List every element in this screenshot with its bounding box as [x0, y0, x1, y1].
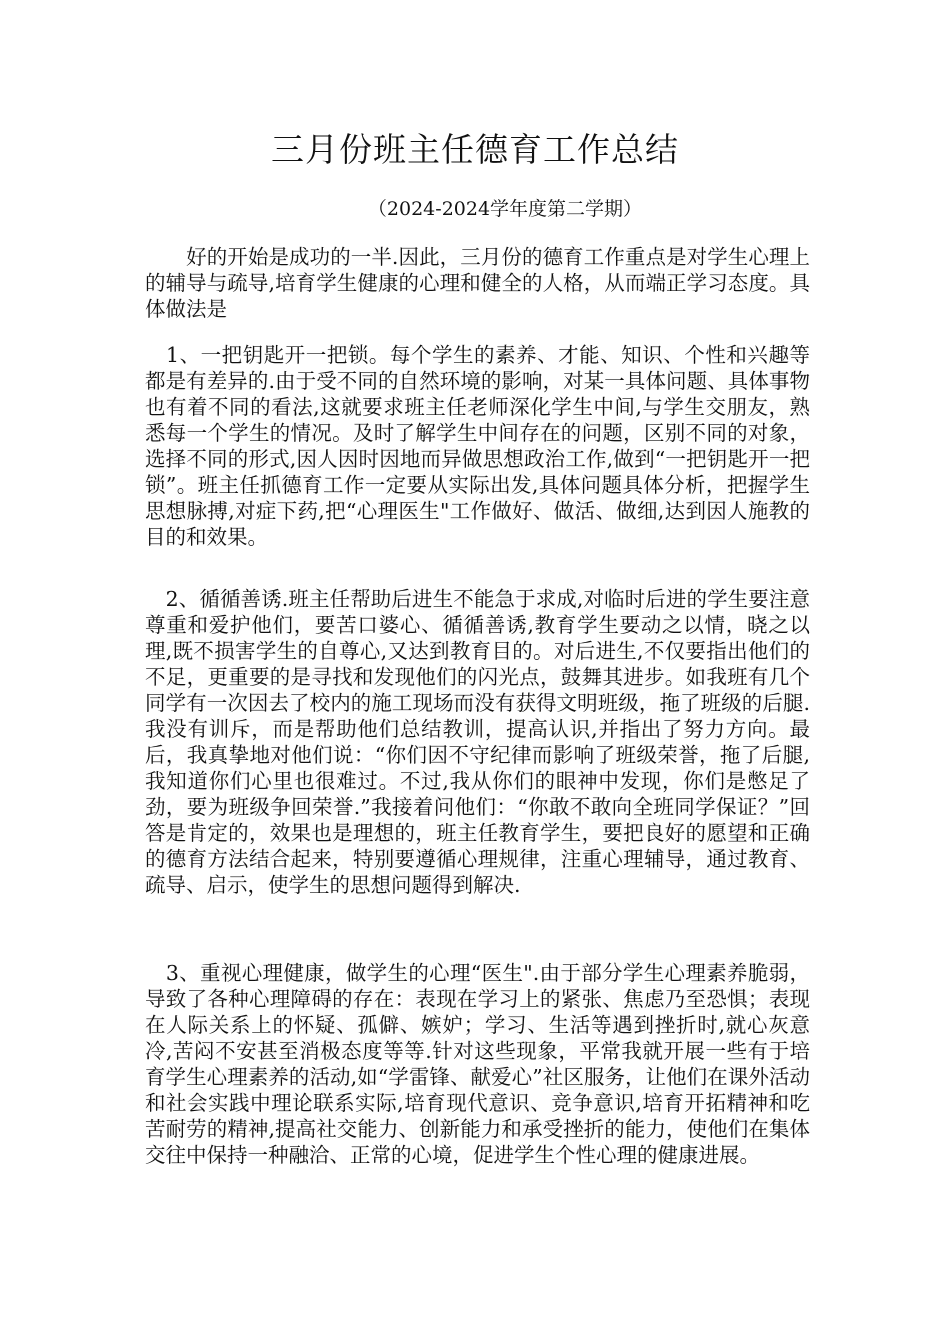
- paragraph-text: 1、一把钥匙开一把锁。每个学生的素养、才能、知识、个性和兴趣等都是有差异的.由于受不同的自然环境的影响，对某一具体问题、具体事物也有着不同的看法,这就要求班主任老师深化学生中间,与学生交朋友，熟悉每一个学生的情况。及时了解学生中间存在的问题，区别不同的对象，选择不同的形式,因人因时因地而异做思想政治工作,做到“一把钥匙开一把锁”。班主任抓德育工作一定要从实际出发,具体问题具体分析，把握学生思想脉搏,对症下药,把“心理医生"工作做好、做活、做细,达到因人施教的目的和效果。: [145, 343, 810, 549]
- paragraph-mental-health: [145, 960, 810, 1168]
- document-title: 三月份班主任德育工作总结: [271, 130, 679, 169]
- paragraph-text: 3、重视心理健康，做学生的心理“医生".由于部分学生心理素养脆弱，导致了各种心理障碍的存在：表现在学习上的紧张、焦虑乃至恐惧；表现在人际关系上的怀疑、孤僻、嫉妒；学习、生活等遇到挫折时,就心灰意冷,苦闷不安甚至消极态度等等.针对这些现象，平常我就开展一些有于培育学生心理素养的活动,如“学雷锋、献爱心”社区服务，让他们在课外活动和社会实践中理论联系实际,培育现代意识、竞争意识,培育开拓精神和吃苦耐劳的精神,提高社交能力、创新能力和承受挫折的能力，使他们在集体交往中保持一种融洽、正常的心境，促进学生个性心理的健康进展。: [145, 961, 810, 1167]
- document-subtitle: （2024-2024学年度第二学期）: [367, 198, 643, 220]
- paragraph-one-key-one-lock: [145, 342, 810, 550]
- paragraph-patient-guidance: [145, 586, 810, 898]
- paragraph-intro: [145, 244, 810, 322]
- paragraph-text: 2、循循善诱.班主任帮助后进生不能急于求成,对临时后进的学生要注意尊重和爱护他们，要苦口婆心、循循善诱,教育学生要动之以情，晓之以理,既不损害学生的自尊心,又达到教育目的。对后进生,不仅要指出他们的不足，更重要的是寻找和发现他们的闪光点，鼓舞其进步。如我班有几个同学有一次因去了校内的施工现场而没有获得文明班级，拖了班级的后腿.我没有训斥，而是帮助他们总结教训，提高认识,并指出了努力方向。最后，我真挚地对他们说：“你们因不守纪律而影响了班级荣誉，拖了后腿,我知道你们心里也很难过。不过,我从你们的眼神中发现，你们是憋足了劲，要为班级争回荣誉.”我接着问他们：“你敢不敢向全班同学保证？”回答是肯定的，效果也是理想的，班主任教育学生，要把良好的愿望和正确的德育方法结合起来，特别要遵循心理规律，注重心理辅导，通过教育、疏导、启示，使学生的思想问题得到解决.: [145, 587, 810, 897]
- paragraph-text: 好的开始是成功的一半.因此，三月份的德育工作重点是对学生心理上的辅导与疏导,培育学生健康的心理和健全的人格，从而端正学习态度。具体做法是: [145, 245, 810, 321]
